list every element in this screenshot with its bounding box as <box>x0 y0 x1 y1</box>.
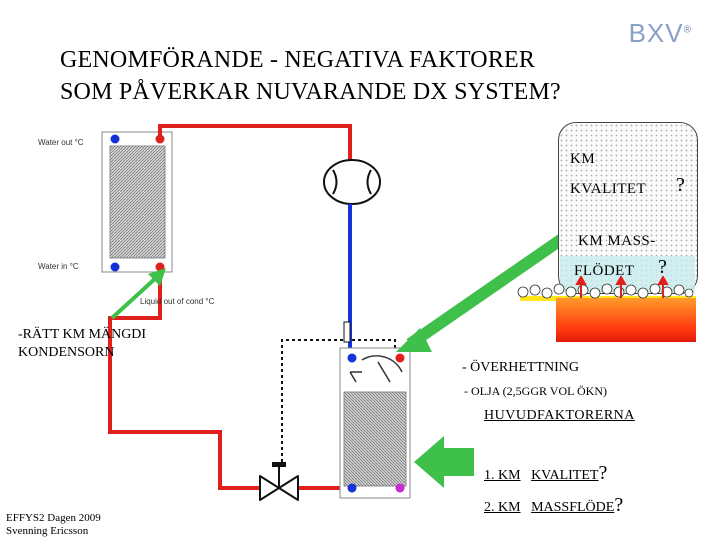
main-factor-2 <box>484 494 623 517</box>
logo-text: BXV <box>628 18 684 48</box>
arrow-to-condenser <box>112 268 166 318</box>
factor-oil: - OLJA (2,5GGR VOL ÖKN) <box>464 384 607 398</box>
liquid-out-label: Liquid out of cond °C <box>140 297 215 306</box>
main-factor-1 <box>484 462 607 485</box>
main-factor-2-text: MASSFLÖDE <box>531 500 615 515</box>
main-factor-2-num: 2. KM <box>484 500 521 515</box>
heat-source <box>556 298 696 342</box>
main-factor-1-text: KVALITET <box>531 468 599 483</box>
evaporator-secondary-outlet-port <box>396 484 405 493</box>
footer-credit: EFFYS2 Dagen 2009 Svenning Ericsson <box>6 512 101 537</box>
sensor-bulb <box>344 322 350 342</box>
callout-massflow: KM MASS- <box>578 233 656 249</box>
registered-mark: ® <box>683 24 692 36</box>
callout-km: KM <box>570 151 596 167</box>
condenser <box>102 132 172 272</box>
water-out-port <box>111 135 120 144</box>
main-factor-2-question: ? <box>614 494 624 516</box>
hot-gas-pipe <box>160 126 350 162</box>
main-factors-heading: HUVUDFAKTORERNA <box>484 408 635 423</box>
compressor <box>324 160 380 204</box>
main-factor-1-num: 1. KM <box>484 468 521 483</box>
evaporator-secondary-port <box>396 354 405 363</box>
page-title: GENOMFÖRANDE - NEGATIVA FAKTORER SOM PÅVERKAR NUVARANDE DX SYSTEM? <box>60 47 561 105</box>
evaporator-inlet-port <box>348 484 357 493</box>
evaporator-outlet-port <box>348 354 357 363</box>
arrow-to-evaporator-side <box>414 436 474 488</box>
callout-flodet: FLÖDET <box>574 263 635 279</box>
water-out-label: Water out °C <box>38 138 84 147</box>
evaporator <box>340 348 410 498</box>
main-factor-1-question: ? <box>598 462 608 484</box>
callout-question-2: ? <box>658 256 667 278</box>
expansion-valve <box>260 462 298 500</box>
water-in-label: Water in °C <box>38 262 79 271</box>
condenser-charge-note: -RÄTT KM MÄNGDI KONDENSORN <box>18 327 147 360</box>
factor-superheat: - ÖVERHETTNING <box>462 360 580 375</box>
callout-question-1: ? <box>676 174 685 196</box>
water-in-port <box>111 263 120 272</box>
callout-kvalitet: KVALITET <box>570 181 647 197</box>
